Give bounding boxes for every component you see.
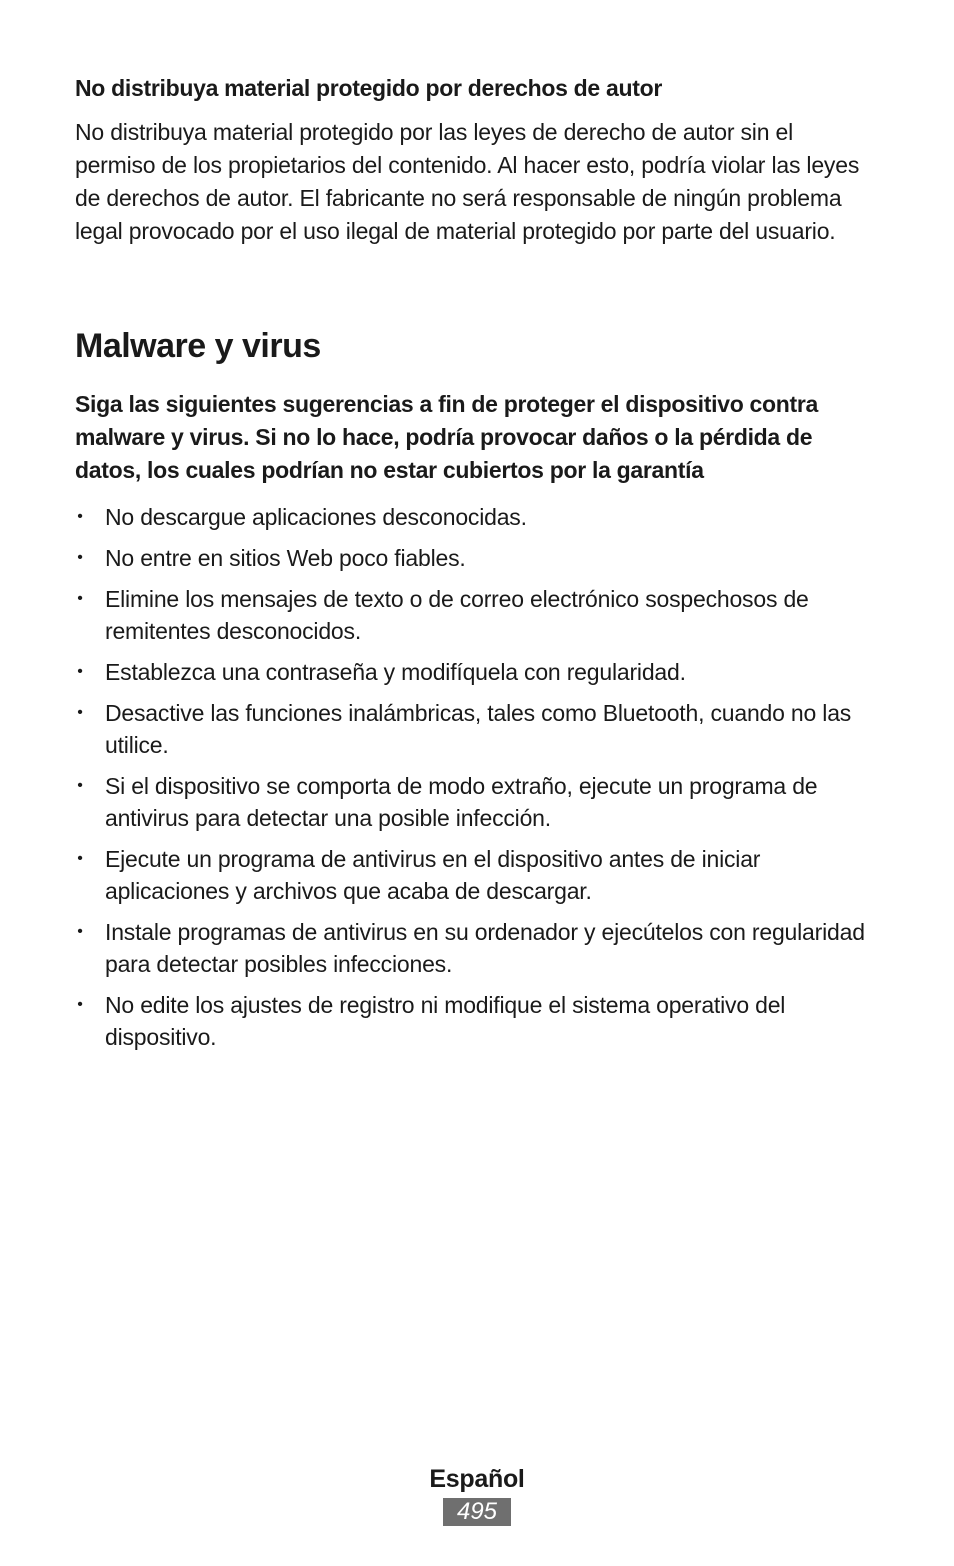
list-item [75,843,865,907]
bullet-icon: • [77,508,83,525]
bullet-icon: • [77,663,83,680]
list-item-text: Instale programas de antivirus en su ordenador y ejecútelos con regularidad para detectar posibles infecciones. [105,919,865,977]
bullet-icon: • [77,923,83,940]
section-intro: Siga las siguientes sugerencias a fin de proteger el dispositivo contra malware y virus. Si no lo hace, podría provocar daños o la pérdida de datos, los cuales podrían no estar cubiertos por la garantía [75,391,819,483]
bullet-icon: • [77,850,83,867]
page-number-badge: 495 [443,1498,511,1526]
list-item-text: No descargue aplicaciones desconocidas. [105,504,527,530]
copyright-heading: No distribuya material protegido por derechos de autor [75,75,663,101]
list-item-text: Ejecute un programa de antivirus en el dispositivo antes de iniciar aplicaciones y archivos que acaba de descargar. [105,846,761,904]
list-item-text: No entre en sitios Web poco fiables. [105,545,466,571]
bullet-icon: • [77,549,83,566]
bullet-icon: • [77,996,83,1013]
section-title: Malware y virus [75,327,321,365]
bullet-icon: • [77,704,83,721]
page-content [75,72,865,1062]
list-item-text: Si el dispositivo se comporta de modo extraño, ejecute un programa de antivirus para detectar una posible infección. [105,773,818,831]
list-item-text: Desactive las funciones inalámbricas, tales como Bluetooth, cuando no las utilice. [105,700,852,758]
list-item-text: Establezca una contraseña y modifíquela con regularidad. [105,659,686,685]
footer-language: Español [429,1465,525,1493]
list-item [75,989,865,1053]
bullet-icon: • [77,777,83,794]
list-item [75,770,865,834]
list-item-text: No edite los ajustes de registro ni modifique el sistema operativo del dispositivo. [105,992,786,1050]
list-item [75,656,865,688]
page-footer [0,1463,954,1526]
list-item [75,501,865,533]
tips-list [75,501,865,1053]
list-item-text: Elimine los mensajes de texto o de correo electrónico sospechosos de remitentes desconocidos. [105,586,809,644]
list-item [75,916,865,980]
list-item [75,583,865,647]
bullet-icon: • [77,590,83,607]
list-item [75,697,865,761]
copyright-paragraph: No distribuya material protegido por las leyes de derecho de autor sin el permiso de los propietarios del contenido. Al hacer esto, podría violar las leyes de derechos de autor. El fabricante no será responsable de ningún problema legal provocado por el uso ilegal de material protegido por parte del usuario. [75,119,860,244]
list-item [75,542,865,574]
